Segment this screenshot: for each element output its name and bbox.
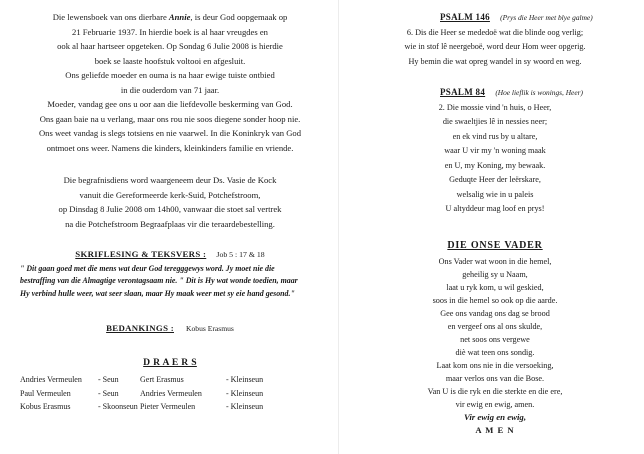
bearer-relation: - Kleinseun (226, 388, 264, 398)
scripture-line: Hy verbind hulle weer, wat seer slaan, maar Hy maak weer met sy eie hand gesond." (20, 288, 295, 298)
bearer-name: Andries Vermeulen (20, 375, 82, 384)
lords-prayer-line: en vergeef ons al ons skulde, (447, 321, 543, 331)
obituary-line (20, 10, 320, 25)
psalm-84-subtitle: (Hoe lieflik is wonings, Heer) (495, 88, 583, 97)
bearer-relation: - Seun (98, 375, 119, 384)
bearer-relation: - Seun (98, 388, 119, 398)
service-line: op Dinsdag 8 Julie 2008 om 14h00, vanwaar die stoet sal vertrek (58, 204, 282, 214)
lords-prayer-line: Van U is die ryk en die sterkte en die ere, (427, 386, 563, 396)
scripture-line: " Dit gaan goed met die mens wat deur God teregggewys word. Jy moet nie die (20, 263, 275, 273)
psalm-84-line: die swaeltjies lê in nessies neer; (442, 117, 548, 126)
lords-prayer-heading: DIE ONSE VADER (447, 239, 543, 251)
psalm-146-subtitle: (Prys die Heer met blye galme) (500, 13, 593, 22)
scripture-reference: Job 5 : 17 & 18 (216, 250, 265, 259)
bearers-table (20, 373, 320, 414)
thanks-name: Kobus Erasmus (186, 324, 234, 333)
bearers-heading: D R A E R S (143, 357, 197, 368)
psalm-146-heading: PSALM 146 (440, 12, 490, 22)
psalm-146-line: Hy bemin die wat opreg wandel in sy woord en weg. (408, 56, 582, 66)
deceased-name: Annie (168, 12, 191, 22)
bearer-name: Paul Vermeulen (20, 388, 71, 398)
obituary-line: Ons geliefde moeder en ouma is na haar ewige tuiste ontbied (65, 70, 275, 80)
psalm-84-line: Geduqte Heer der leërskare, (449, 175, 541, 184)
lords-prayer-line: diè wat teen ons sondig. (455, 347, 535, 357)
service-line: Die begrafnisdiens word waargeneem deur Ds. Vasie de Kock (63, 175, 277, 185)
lords-prayer-line: Laat kom ons nie in die versoeking, (436, 360, 554, 370)
bearer-name: Pieter Vermeulen (140, 402, 196, 411)
obituary-line: ontmoet ons weer. Namens die kinders, kleinkinders familie en vriende. (46, 142, 294, 153)
bearers-section (20, 352, 320, 414)
psalm-84-line: en U, my Koning, my bewaak. (444, 160, 546, 170)
lords-prayer-line: soos in die hemel so ook op die aarde. (432, 295, 558, 305)
lords-prayer-line: maar verlos ons van die Bose. (445, 373, 545, 383)
bearer-name: Andries Vermeulen (140, 388, 202, 398)
lords-prayer-section (352, 235, 638, 437)
obituary-line: Ons gaan baie na u verlang, maar ons rou nie soos diegene sonder hoop nie. (39, 113, 301, 124)
service-details (20, 173, 320, 231)
obituary-line-part: Die lewensboek van ons dierbare Annie, is deur God oopgemaak op (52, 12, 288, 22)
scripture-heading: SKRIFLESING & TEKSVERS : (75, 249, 207, 259)
lords-prayer-closing: Vir ewig en ewig, (463, 411, 527, 422)
psalm-84-section (352, 85, 638, 217)
bearer-relation: - Kleinseun (226, 375, 264, 384)
page-fold-divider (338, 0, 339, 454)
bearer-name: Kobus Erasmus (20, 402, 71, 411)
psalm-146-line: wie in stof lê neergeboë, word deur Hom weer opgerig. (404, 42, 586, 51)
psalm-84-line: U altyddeur mag loof en prys! (445, 204, 545, 213)
psalm-146-section (352, 10, 638, 69)
psalm-84-line: en ek vind rus by u altare, (452, 131, 538, 141)
scripture-line: bestraffing van die Almagtige verontagsaam nie. " Dit is Hy wat wonde toedien, maar (20, 276, 298, 285)
left-column (20, 10, 320, 414)
lords-prayer-line: net soos ons vergewe (460, 334, 530, 344)
obituary-line: Moeder, vandag gee ons u oor aan die liefdevolle beskerming van God. (47, 99, 293, 109)
lords-prayer-line: Ons Vader wat woon in die hemel, (438, 256, 552, 266)
obituary-line: 21 Februarie 1937. In hierdie boek is al haar vreugdes en (72, 26, 268, 37)
lords-prayer-line: Gee ons vandag ons dag se brood (440, 308, 550, 318)
service-line: na die Potchefstroom Begraafplaas vir die teraardebestelling. (65, 218, 275, 229)
thanks-section (20, 318, 320, 336)
bearer-name: Gert Erasmus (140, 375, 184, 384)
psalm-84-heading: PSALM 84 (440, 87, 486, 97)
scripture-section (20, 247, 320, 300)
lords-prayer-line: geheilig sy u Naam, (462, 269, 528, 279)
psalm-84-line: 2. Die mossie vind 'n huis, o Heer, (438, 102, 552, 112)
obituary-line: ook al haar hartseer opgeteken. Op Sondag 6 Julie 2008 is hierdie (57, 41, 283, 51)
bearer-relation: - Kleinseun (226, 402, 264, 411)
thanks-heading: BEDANKINGS : (106, 323, 174, 333)
psalm-146-line: 6. Dis die Heer se mededoë wat die blinde oog verlig; (406, 27, 584, 37)
obituary-line: in die ouderdom van 71 jaar. (120, 84, 220, 95)
obituary-line: Ons weet vandag is slegs totsiens en nie vaarwel. In die Koninkryk van God (38, 128, 302, 138)
service-line: vanuit die Gereformeerde kerk-Suid, Potchefstroom, (79, 189, 261, 200)
right-column (352, 10, 638, 437)
amen-text: A M E N (475, 424, 515, 435)
lords-prayer-line: vir ewig en ewig, amen. (455, 399, 535, 409)
psalm-84-line: welsalig wie in u paleis (456, 189, 534, 199)
obituary-text (20, 10, 320, 155)
psalm-84-line: waar U vir my 'n woning maak (444, 146, 546, 155)
bearer-relation: - Skoonseun (98, 402, 138, 411)
lords-prayer-line: laat u ryk kom, u wil geskied, (446, 282, 544, 292)
obituary-line: boek se laaste hoofstuk voltooi en afgesluit. (94, 55, 246, 66)
